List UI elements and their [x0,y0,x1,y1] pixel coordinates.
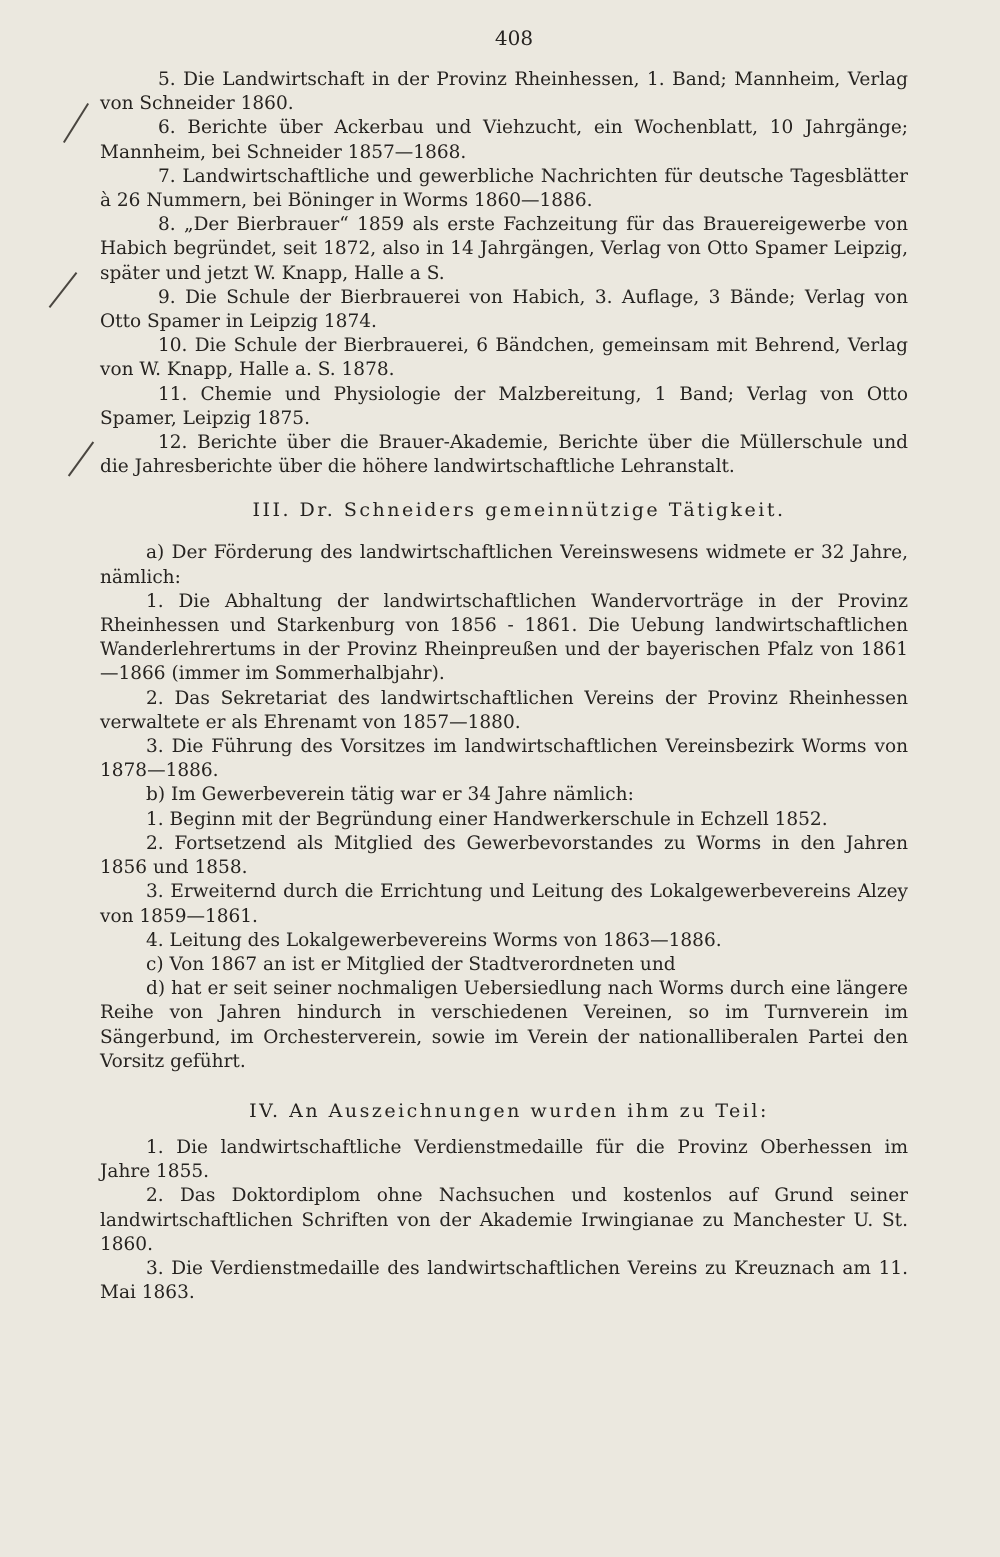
publication-item-7: 7. Landwirtschaftliche und gewerbliche Nachrichten für deutsche Tagesblätter à 26 Nummern, bei Böninger in Worms 1860—1886. [100,165,908,212]
publication-item-9: 9. Die Schule der Bierbrauerei von Habich, 3. Auflage, 3 Bände; Verlag von Otto Spamer in Leipzig 1874. [100,286,908,333]
subsection-d-text: d) hat er seit seiner nochmaligen Uebersiedlung nach Worms durch eine längere Reihe von Jahren hindurch in verschiedenen Vereinen, so im Turnverein im Sängerbund, im Orchesterverein, sowie im Verein der nationalliberalen Partei den Vorsitz geführt. [100,978,908,1072]
publication-item-10: 10. Die Schule der Bierbrauerei, 6 Bändchen, gemeinsam mit Behrend, Verlag von W. Knapp, Halle a. S. 1878. [100,335,908,381]
section-heading-iii: III. Dr. Schneiders gemeinnützige Tätigkeit. [252,499,786,522]
margin-pencil-mark-2 [49,272,78,308]
subsection-c-text: c) Von 1867 an ist er Mitglied der Stadtverordneten und [146,953,676,975]
subsection-b-item-3: 3. Erweiternd durch die Errichtung und Leitung des Lokalgewerbevereins Alzey von 1859—1861. [100,881,908,927]
publication-item-8: 8. „Der Bierbrauer“ 1859 als erste Fachzeitung für das Brauereigewerbe von Habich begründet, seit 1872, also in 14 Jahrgängen, Verlag von Otto Spamer Leipzig, später und jetzt W. Knapp, Halle a S. [100,214,908,284]
publication-list [100,68,908,479]
margin-pencil-mark-3 [68,441,94,476]
subsection-a-item-2: 2. Das Sekretariat des landwirtschaftlichen Vereins der Provinz Rheinhessen verwaltete er als Ehrenamt von 1857—1880. [100,687,908,733]
subsection-a-item-1: 1. Die Abhaltung der landwirtschaftlichen Wandervorträge in der Provinz Rheinhessen und Starkenburg von 1856 - 1861. Die Uebung landwirtschaftlichen Wanderlehrertums in der Provinz Rheinpreußen und der bayerischen Pfalz von 1861—1866 (immer im Sommerhalbjahr). [100,590,908,685]
subsection-b-item-2: 2. Fortsetzend als Mitglied des Gewerbevorstandes zu Worms in den Jahren 1856 und 1858. [100,832,908,879]
publication-item-11: 11. Chemie und Physiologie der Malzbereitung, 1 Band; Verlag von Otto Spamer, Leipzig 1875. [100,383,908,429]
award-item-1: 1. Die landwirtschaftliche Verdienstmedaille für die Provinz Oberhessen im Jahre 1855. [100,1136,908,1183]
subsection-a-intro: a) Der Förderung des landwirtschaftlichen Vereinswesens widmete er 32 Jahre, nämlich: [100,542,908,588]
subsection-b-item-1: 1. Beginn mit der Begründung einer Handwerkerschule in Echzell 1852. [146,808,828,830]
section-iv-body [100,1136,908,1305]
award-item-3: 3. Die Verdienstmedaille des landwirtschaftlichen Vereins zu Kreuznach am 11. Mai 1863. [100,1257,908,1304]
section-iii-body [100,541,908,1073]
margin-pencil-mark-1 [63,103,89,143]
publication-item-5: 5. Die Landwirtschaft in der Provinz Rheinhessen, 1. Band; Mannheim, Verlag von Schneider 1860. [100,69,908,115]
publication-item-12: 12. Berichte über die Brauer-Akademie, Berichte über die Müllerschule und die Jahresberichte über die höhere landwirtschaftliche Lehranstalt. [100,432,908,478]
section-heading-iv: IV. An Auszeichnungen wurden ihm zu Teil: [249,1099,769,1122]
subsection-a-item-3: 3. Die Führung des Vorsitzes im landwirtschaftlichen Vereinsbezirk Worms von 1878—1886. [100,736,908,782]
subsection-b-intro: b) Im Gewerbeverein tätig war er 34 Jahre nämlich: [146,784,634,806]
page-number: 408 [494,26,534,50]
award-item-2: 2. Das Doktordiplom ohne Nachsuchen und kostenlos auf Grund seiner landwirtschaftlichen Schriften von der Akademie Irwingianae zu Manchester U. St. 1860. [100,1185,908,1255]
subsection-b-item-4: 4. Leitung des Lokalgewerbevereins Worms von 1863—1886. [146,929,722,951]
publication-item-6: 6. Berichte über Ackerbau und Viehzucht, ein Wochenblatt, 10 Jahrgänge; Mannheim, bei Schneider 1857—1868. [100,117,908,163]
